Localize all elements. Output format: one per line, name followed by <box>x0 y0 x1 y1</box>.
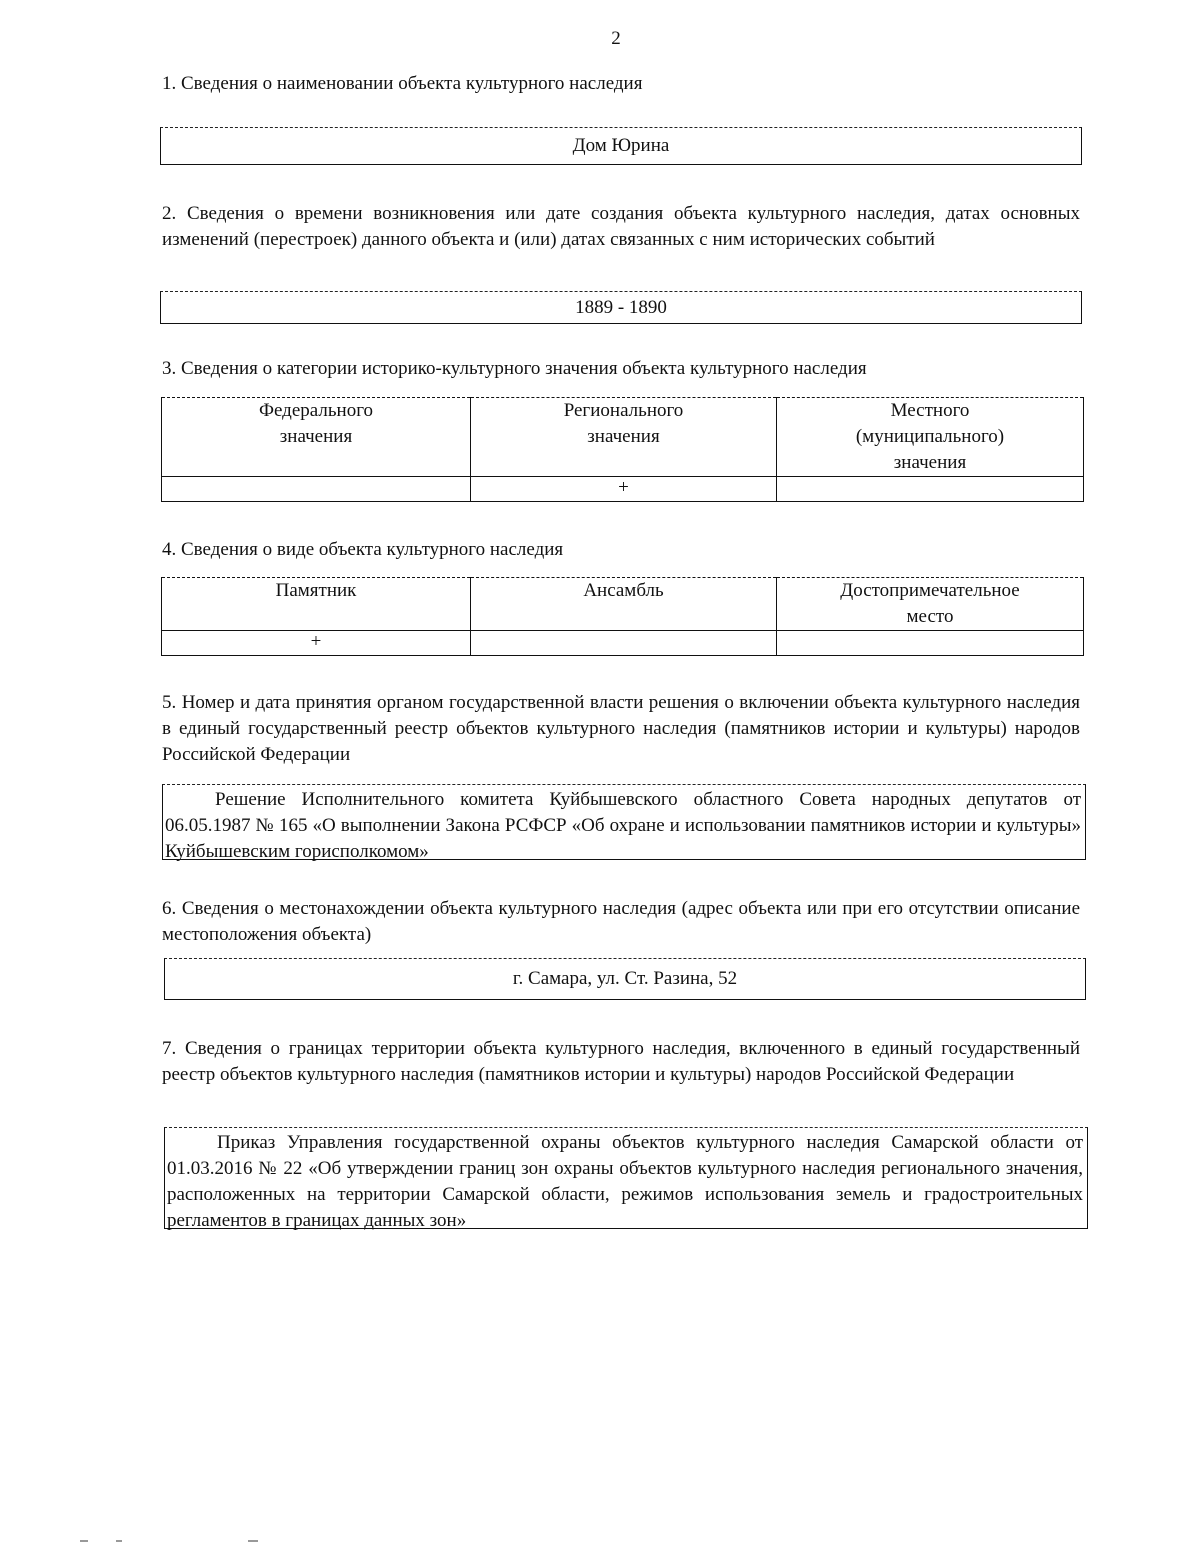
boundaries-order: Приказ Управления государственной охраны объектов культурного наследия Самарской области от 01.03.2016 № 22 «Об утверждении границ зон охраны объектов культурного наследия регионального значения, расположенных на территории Самарской области, режимов использования земель и градостроительных регламентов в границах данных зон» <box>167 1132 1083 1231</box>
section-7-boundaries-box <box>164 1127 1088 1229</box>
section-2-dates-box <box>160 291 1082 324</box>
object-address: г. Самара, ул. Ст. Разина, 52 <box>512 968 738 989</box>
category-regional: Регионального значения <box>471 398 777 477</box>
section-1-heading: 1. Сведения о наименовании объекта культурного наследия <box>162 73 643 94</box>
category-header-row <box>162 398 1084 477</box>
type-mark-row <box>162 631 1084 656</box>
section-1-name-box <box>160 127 1082 165</box>
category-federal: Федерального значения <box>162 398 471 477</box>
section-4-heading: 4. Сведения о виде объекта культурного наследия <box>162 539 564 560</box>
object-name: Дом Юрина <box>572 135 670 156</box>
type-table <box>161 577 1084 656</box>
category-table <box>161 397 1084 502</box>
object-dates: 1889 - 1890 <box>575 296 667 318</box>
type-ensemble-mark <box>471 631 777 656</box>
scan-marks <box>80 1538 280 1544</box>
section-6-heading: 6. Сведения о местонахождении объекта культурного наследия (адрес объекта или при его отсутствии описание местоположения объекта) <box>162 898 1080 945</box>
category-federal-mark <box>162 477 471 502</box>
type-ensemble: Ансамбль <box>471 578 777 631</box>
type-landmark-mark <box>777 631 1084 656</box>
section-3-heading: 3. Сведения о категории историко-культурного значения объекта культурного наследия <box>162 358 867 379</box>
section-5-heading: 5. Номер и дата принятия органом государственной власти решения о включении объекта культурного наследия в единый государственный реестр объектов культурного наследия (памятников истории и культуры) народов Российской Федерации <box>162 692 1080 765</box>
registry-decision: Решение Исполнительного комитета Куйбышевского областного Совета народных депутатов от 06.05.1987 № 165 «О выполнении Закона РСФСР «Об охране и использовании памятников истории и культуры» Куйбышевским горисполкомом» <box>165 789 1081 862</box>
type-landmark: Достопримечательное место <box>777 578 1084 631</box>
section-7-heading: 7. Сведения о границах территории объекта культурного наследия, включенного в единый государственный реестр объектов культурного наследия (памятников истории и культуры) народов Российской Федерации <box>162 1038 1080 1085</box>
category-regional-mark: + <box>471 477 777 502</box>
page-number: 2 <box>611 28 621 49</box>
category-mark-row <box>162 477 1084 502</box>
section-2-heading: 2. Сведения о времени возникновения или дате создания объекта культурного наследия, датах основных изменений (перестроек) данного объекта и (или) датах связанных с ним исторических событий <box>162 203 1080 250</box>
type-monument: Памятник <box>162 578 471 631</box>
section-5-decision-box <box>162 784 1086 860</box>
type-monument-mark: + <box>162 631 471 656</box>
category-local-mark <box>777 477 1084 502</box>
category-local: Местного (муниципального) значения <box>777 398 1084 477</box>
section-6-address-box <box>164 958 1086 1000</box>
type-header-row <box>162 578 1084 631</box>
